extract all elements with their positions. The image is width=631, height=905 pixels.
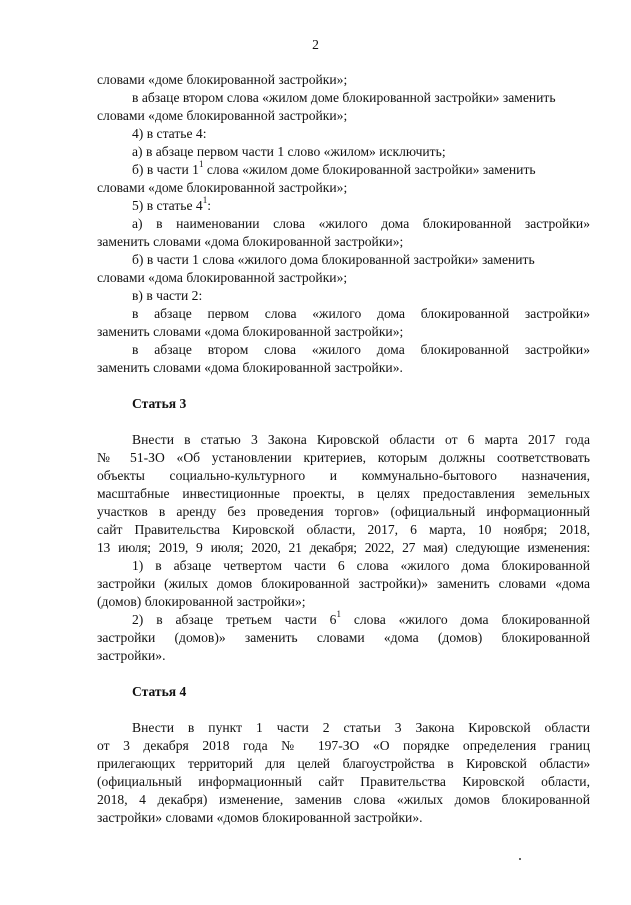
text-line: а) в абзаце первом части 1 слово «жилом» исключить; [132, 144, 446, 159]
text-line: застройки (домов)» заменить словами «дома (домов) блокированной [97, 630, 590, 645]
text-line: заменить словами «дома блокированной застройки»; [97, 234, 404, 249]
text-line: застройки» словами «домов блокированной застройки». [97, 810, 423, 825]
article-3-heading: Статья 3 [132, 396, 187, 411]
text-line: а) в наименовании слова «жилого дома блокированной застройки» [132, 216, 590, 231]
text-line: масштабные инвестиционные проекты, в целях предоставления земельных [97, 486, 590, 501]
text-line: б) в части $1^1$ слова «жилом доме блокированной застройки» заменить [132, 159, 536, 177]
scan-speck [519, 858, 521, 860]
text-line: словами «доме блокированной застройки»; [97, 108, 348, 123]
text-line: Внести в статью 3 Закона Кировской области от 6 марта 2017 года [132, 432, 590, 447]
text-line: в) в части 2: [132, 288, 203, 303]
text-line: 4) в статье 4: [132, 126, 207, 141]
text-line: (официальный информационный сайт Правительства Кировской области, [97, 774, 590, 789]
text-line: 2) в абзаце третьем части $6^1$ слова «жилого дома блокированной [132, 609, 590, 627]
text-line: застройки». [97, 648, 166, 663]
text-line: 5) в статье $4^1$: [132, 195, 212, 213]
text-line: застройки (жилых домов блокированной застройки)» заменить словами «дома [97, 576, 590, 591]
page-number: 2 [312, 37, 319, 52]
text-line: б) в части 1 слова «жилого дома блокированной застройки» заменить [132, 252, 535, 267]
text-line: 13 июля; 2019, 9 июля; 2020, 21 декабря; 2022, 27 мая) следующие изменения: [97, 540, 590, 555]
text-line: заменить словами «дома блокированной застройки». [97, 360, 403, 375]
article-4-heading: Статья 4 [132, 684, 187, 699]
text-line: в абзаце втором слова «жилом доме блокированной застройки» заменить [132, 90, 556, 105]
text-line: заменить словами «дома блокированной застройки»; [97, 324, 404, 339]
text-line: словами «дома блокированной застройки»; [97, 270, 348, 285]
text-line: прилегающих территорий для целей благоустройства в Кировской области» [97, 756, 590, 771]
text-line: словами «доме блокированной застройки»; [97, 72, 348, 87]
text-line: сайт Правительства Кировской области, 2017, 6 марта, 10 ноября; 2018, [97, 522, 590, 537]
text-line: 2018, 4 декабря) изменение, заменив слова «жилых домов блокированной [97, 792, 590, 807]
text-line: объекты социально-культурного и коммунально-бытового назначения, [97, 468, 590, 483]
text-line: в абзаце первом слова «жилого дома блокированной застройки» [132, 306, 590, 321]
text-line: от 3 декабря 2018 года № 197-ЗО «О порядке определения границ [97, 738, 590, 753]
text-line: в абзаце втором слова «жилого дома блокированной застройки» [132, 342, 590, 357]
text-line: (домов) блокированной застройки»; [97, 594, 306, 609]
text-line: № 51-ЗО «Об установлении критериев, которым должны соответствовать [97, 450, 590, 465]
text-line: участков в аренду без проведения торгов» (официальный информационный [97, 504, 590, 519]
text-line: словами «доме блокированной застройки»; [97, 180, 348, 195]
text-line: Внести в пункт 1 части 2 статьи 3 Закона Кировской области [132, 720, 590, 735]
text-line: 1) в абзаце четвертом части 6 слова «жилого дома блокированной [132, 558, 590, 573]
